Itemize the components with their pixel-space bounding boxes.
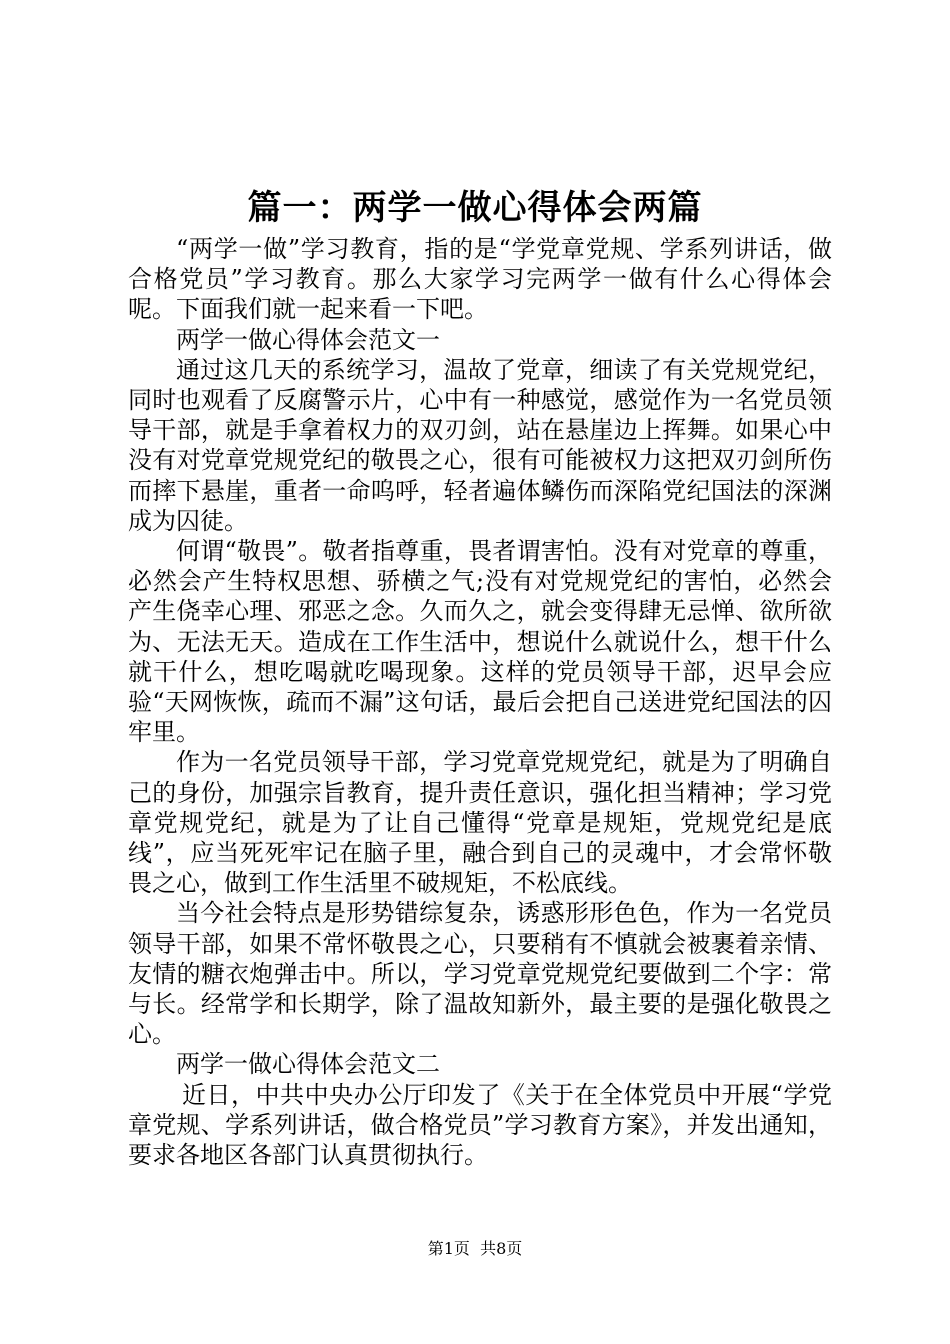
intro-paragraph: “两学一做”学习教育，指的是“学党章党规、学系列讲话，做合格党员”学习教育。那么大家学习完两学一做有什么心得体会呢。下面我们就一起来看一下吧。 [128,235,832,324]
body-paragraph: 当今社会特点是形势错综复杂，诱惑形形色色，作为一名党员领导干部，如果不常怀敬畏之心，只要稍有不慎就会被裹着亲情、友情的糖衣炮弹击中。所以，学习党章党规党纪要做到二个字：常与长。经常学和长期学，除了温故知新外，最主要的是强化敬畏之心。 [128,899,832,1049]
document-title: 篇一：两学一做心得体会两篇 [247,188,703,228]
section-heading-sample-two: 两学一做心得体会范文二 [176,1050,440,1079]
document-body [128,234,832,1170]
page-total: 共8页 [480,1239,523,1258]
section-heading-sample-one: 两学一做心得体会范文一 [176,325,440,354]
body-paragraph: 近日，中共中央办公厅印发了《关于在全体党员中开展“学党章党规、学系列讲话，做合格党员”学习教育方案》，并发出通知，要求各地区各部门认真贯彻执行。 [128,1080,832,1170]
body-paragraph: 作为一名党员领导干部，学习党章党规党纪，就是为了明确自己的身份，加强宗旨教育，提升责任意识，强化担当精神；学习党章党规党纪，就是为了让自己懂得“党章是规矩，党规党纪是底线”，应当死死牢记在脑子里，融合到自己的灵魂中，才会常怀敬畏之心，做到工作生活里不破规矩，不松底线。 [128,748,832,898]
page-footer [0,1238,950,1260]
body-paragraph: 何谓“敬畏”。敬者指尊重，畏者谓害怕。没有对党章的尊重，必然会产生特权思想、骄横之气;没有对党规党纪的害怕，必然会产生侥幸心理、邪恶之念。久而久之，就会变得肆无忌惮、欲所欲为、无法无天。造成在工作生活中，想说什么就说什么，想干什么就干什么，想吃喝就吃喝现象。这样的党员领导干部，迟早会应验“天网恢恢，疏而不漏”这句话，最后会把自己送进党纪国法的囚牢里。 [128,537,832,747]
page-number: 第1页 [427,1239,470,1258]
body-paragraph: 通过这几天的系统学习，温故了党章，细读了有关党规党纪，同时也观看了反腐警示片，心中有一种感觉，感觉作为一名党员领导干部，就是手拿着权力的双刃剑，站在悬崖边上挥舞。如果心中没有对党章党规党纪的敬畏之心，很有可能被权力这把双刃剑所伤而摔下悬崖，重者一命呜呼，轻者遍体鳞伤而深陷党纪国法的深渊成为囚徒。 [128,355,832,535]
